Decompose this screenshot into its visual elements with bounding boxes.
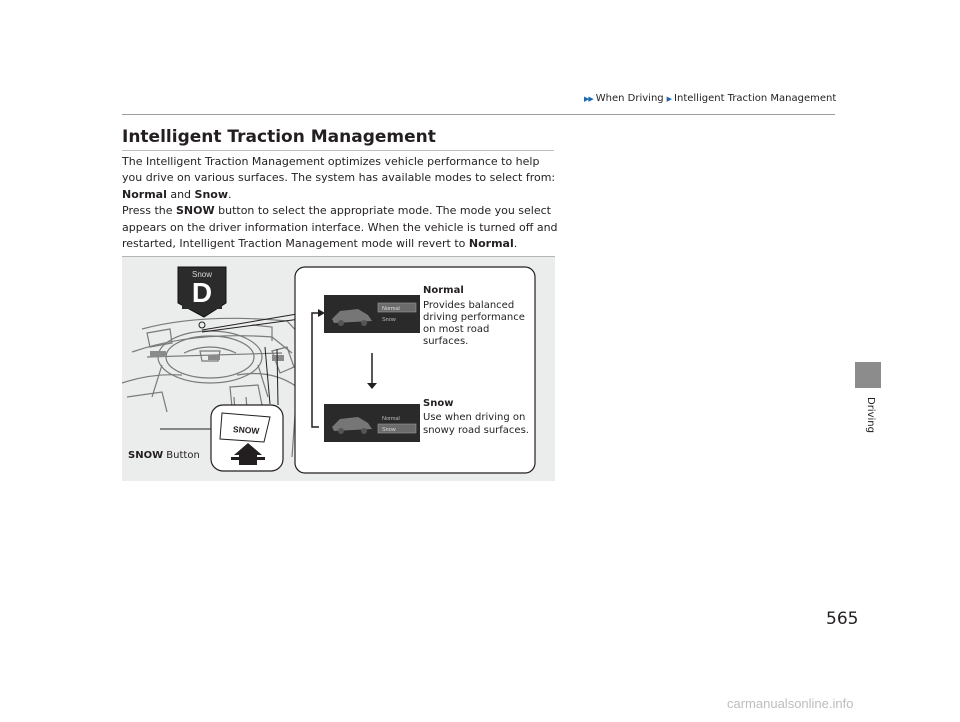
- normal-title: Normal: [423, 285, 464, 296]
- breadcrumb-level1[interactable]: When Driving: [595, 93, 664, 104]
- normal-desc-3: on most road: [423, 324, 490, 335]
- header-rule: [122, 114, 835, 115]
- figure-illustration: [122, 256, 555, 481]
- normal-desc-2: driving performance: [423, 312, 525, 323]
- snow-title: Snow: [423, 398, 454, 409]
- chapter-label: Driving: [865, 397, 876, 433]
- paragraph-2: Press the SNOW button to select the appropriate mode. The mode you select appears on the driver information interface. When the vehicle is turned off and restarted, Intelligent Traction Management mode will revert to Normal.: [122, 204, 558, 251]
- breadcrumb: [584, 93, 836, 104]
- screen1-snow-text: Snow: [382, 317, 396, 323]
- snow-desc-2: snowy road surfaces.: [423, 425, 529, 436]
- watermark: carmanualsonline.info: [727, 696, 854, 711]
- screen2-normal-text: Normal: [382, 416, 400, 422]
- normal-desc-4: surfaces.: [423, 336, 469, 347]
- breadcrumb-separator-icon: ▶: [666, 95, 673, 103]
- dashboard-illustration: [122, 257, 555, 481]
- page-number: 565: [826, 609, 859, 629]
- section-title: Intelligent Traction Management: [122, 127, 436, 147]
- snow-button-caption: SNOW Button: [128, 450, 200, 461]
- screen-snow-mode: [324, 404, 420, 442]
- normal-desc-1: Provides balanced: [423, 300, 515, 311]
- title-rule: [122, 150, 554, 151]
- indicator-snow-text: Snow: [191, 270, 213, 279]
- snow-desc-1: Use when driving on: [423, 412, 526, 423]
- breadcrumb-level2[interactable]: Intelligent Traction Management: [674, 93, 837, 104]
- paragraph-1: The Intelligent Traction Management optimizes vehicle performance to help you drive on various surfaces. The system has available modes to select from: Normal and Snow.: [122, 155, 556, 201]
- chapter-side-label: [856, 395, 880, 435]
- snow-button-text[interactable]: SNOW: [232, 424, 260, 436]
- body-text: [122, 154, 562, 252]
- screen1-normal-text: Normal: [382, 306, 400, 312]
- indicator-d-text: D: [191, 277, 213, 308]
- breadcrumb-arrow-icon: ▶▶: [584, 95, 593, 103]
- screen-normal-mode: [324, 295, 420, 333]
- screen2-snow-text: Snow: [382, 427, 396, 433]
- chapter-tab[interactable]: [855, 362, 881, 388]
